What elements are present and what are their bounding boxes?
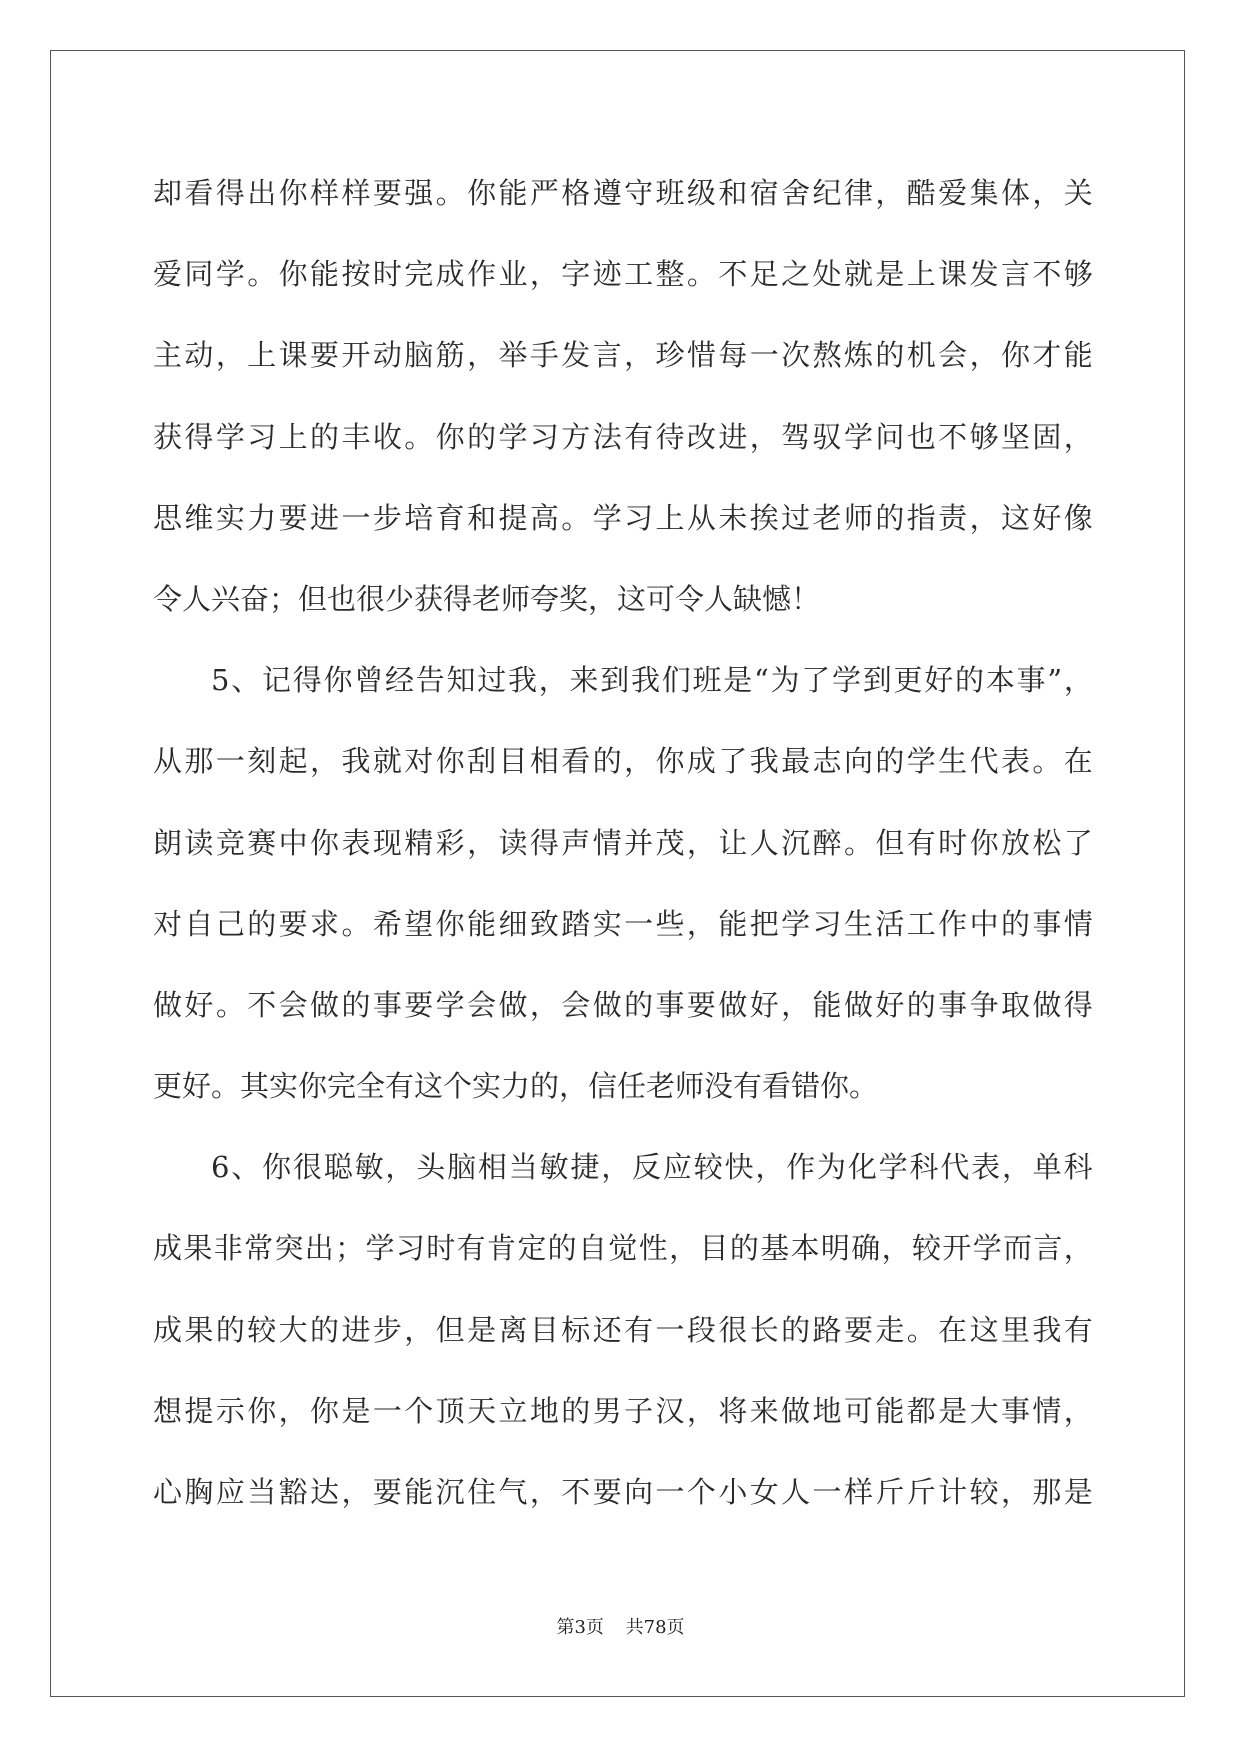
text-line: 成 果 非 常 突 出 ； 学 习 时 有 肯 定 的 自 觉 性 ， 目 的 基 本 明 确 ， 较 开 学 而 言 ，	[153, 1231, 1093, 1266]
text-line: 主 动 ， 上 课 要 开 动 脑 筋 ， 举 手 发 言 ， 珍 惜 每 一 次 熬 炼 的 机 会 ， 你 才 能	[153, 338, 1093, 373]
text-line: 思 维 实 力 要 进 一 步 培 育 和 提 高 。 学 习 上 从 未 挨 过 老 师 的 指 责 ， 这 好 像	[153, 500, 1093, 535]
text-line: 更好。其实你完全有这个实力的，信任老师没有看错你。	[153, 1069, 879, 1104]
text-line: 爱 同 学 。 你 能 按 时 完 成 作 业 ， 字 迹 工 整 。 不 足 之 处 就 是 上 课 发 言 不 够	[153, 257, 1093, 292]
text-line: 6 、 你 很 聪 敏 ， 头 脑 相 当 敏 捷 ， 反 应 较 快 ， 作 为 化 学 科 代 表 ， 单 科	[211, 1150, 1093, 1185]
text-line: 成 果 的 较 大 的 进 步 ， 但 是 离 目 标 还 有 一 段 很 长 的 路 要 走 。 在 这 里 我 有	[153, 1312, 1093, 1347]
text-line: 令人兴奋；但也很少获得老师夸奖，这可令人缺憾！	[153, 581, 821, 616]
page-footer	[0, 1613, 1241, 1639]
text-line: 对 自 己 的 要 求 。 希 望 你 能 细 致 踏 实 一 些 ， 能 把 学 习 生 活 工 作 中 的 事 情	[153, 906, 1093, 941]
text-line: 5 、 记 得 你 曾 经 告 知 过 我 ， 来 到 我 们 班 是 “ 为 了 学 到 更 好 的 本 事 ” ，	[211, 663, 1093, 698]
text-line: 从 那 一 刻 起 ， 我 就 对 你 刮 目 相 看 的 ， 你 成 了 我 最 志 向 的 学 生 代 表 。 在	[153, 744, 1093, 779]
document-body	[153, 153, 1093, 1533]
text-line: 却 看 得 出 你 样 样 要 强 。 你 能 严 格 遵 守 班 级 和 宿 舍 纪 律 ， 酷 爱 集 体 ， 关	[153, 176, 1093, 210]
page-number: 第3页	[556, 1617, 604, 1638]
text-line: 做 好 。 不 会 做 的 事 要 学 会 做 ， 会 做 的 事 要 做 好 ， 能 做 好 的 事 争 取 做 得	[153, 987, 1093, 1022]
text-line: 想 提 示 你 ， 你 是 一 个 顶 天 立 地 的 男 子 汉 ， 将 来 做 地 可 能 都 是 大 事 情 ，	[153, 1393, 1093, 1428]
text-line: 心 胸 应 当 豁 达 ， 要 能 沉 住 气 ， 不 要 向 一 个 小 女 人 一 样 斤 斤 计 较 ， 那 是	[153, 1475, 1093, 1509]
text-line: 获 得 学 习 上 的 丰 收 。 你 的 学 习 方 法 有 待 改 进 ， 驾 驭 学 问 也 不 够 坚 固 ，	[153, 419, 1093, 454]
page-total: 共78页	[625, 1617, 685, 1638]
text-line: 朗 读 竞 赛 中 你 表 现 精 彩 ， 读 得 声 情 并 茂 ， 让 人 沉 醉 。 但 有 时 你 放 松 了	[153, 825, 1093, 860]
